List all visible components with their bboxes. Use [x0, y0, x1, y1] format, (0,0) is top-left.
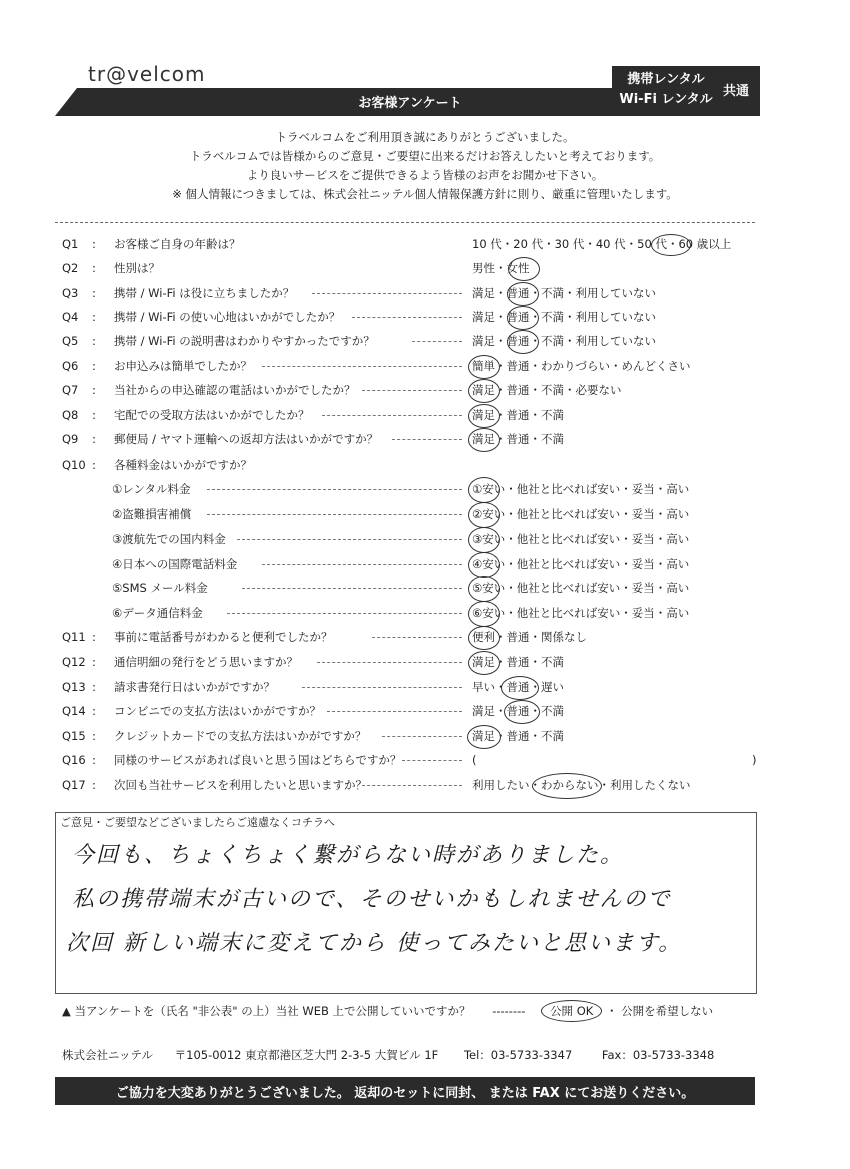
question-row-q8 — [62, 403, 762, 427]
sub-question-text: ⑤SMS メール料金 — [112, 581, 208, 595]
country-close-paren: ) — [752, 753, 757, 767]
leader-dashes — [262, 366, 462, 367]
leader-dashes — [362, 390, 462, 391]
question-text: 事前に電話番号がわかると便利でしたか？ — [114, 630, 333, 644]
question-text: 各種料金はいかがですか？ — [114, 458, 252, 472]
question-text: 請求書発行日はいかがですか？ — [114, 680, 275, 694]
divider — [55, 222, 755, 223]
leader-dashes — [382, 736, 462, 737]
question-text: 同様のサービスがあれば良いと思う国はどちらですか？ — [114, 753, 402, 767]
leader-dashes — [327, 711, 462, 712]
question-row-q10-2 — [62, 502, 762, 526]
question-text: 携帯 / Wi-Fi は役に立ちましたか？ — [114, 286, 295, 300]
logo: tr@velcom — [88, 62, 206, 86]
leader-dashes — [322, 415, 462, 416]
question-row-q1 — [62, 232, 762, 256]
company-info — [62, 1047, 714, 1063]
leader-dashes — [362, 785, 462, 786]
intro-line-3: より良いサービスをご提供できるよう皆様のお声をお聞かせ下さい。 — [246, 168, 604, 182]
colon: : — [92, 458, 96, 472]
answer-options[interactable]: ②安い・他社と比べれば安い・妥当・高い — [472, 507, 690, 521]
question-number: Q1 — [62, 237, 79, 251]
leader-dashes — [207, 514, 462, 515]
question-text: 次回も当社サービスを利用したいと思いますか？ — [114, 778, 367, 792]
question-row-q13 — [62, 675, 762, 699]
option-separator: ・ — [605, 1004, 618, 1018]
colon: : — [92, 359, 96, 373]
question-number: Q11 — [62, 630, 86, 644]
leader-dashes — [352, 317, 462, 318]
question-row-q10-5 — [62, 576, 762, 600]
leader-dashes — [262, 564, 462, 565]
question-number: Q13 — [62, 680, 86, 694]
answer-options[interactable]: 満足・普通・不満・利用していない — [472, 286, 656, 300]
colon: : — [92, 704, 96, 718]
leader-dashes — [207, 489, 462, 490]
question-text: 郵便局 / ヤマト運輸への返却方法はいかがですか？ — [114, 432, 379, 446]
question-text: 当社からの申込確認の電話はいかがでしたか？ — [114, 383, 356, 397]
question-number: Q17 — [62, 778, 86, 792]
colon: : — [92, 286, 96, 300]
question-number: Q5 — [62, 334, 79, 348]
question-number: Q6 — [62, 359, 79, 373]
handwritten-comment-line-3: 次回 新しい端末に変えてから 使ってみたいと思います。 — [66, 931, 683, 956]
colon: : — [92, 334, 96, 348]
intro-privacy-note: ※ 個人情報につきましては、株式会社ニッテル個人情報保護方針に則り、厳重に管理いたします。 — [172, 187, 678, 201]
publish-permission-row — [62, 1000, 713, 1022]
answer-options[interactable]: 10 代・20 代・30 代・40 代・50 代・60 歳以上 — [472, 237, 732, 251]
question-row-q9 — [62, 427, 762, 451]
handwritten-comment-line-1: 今回も、ちょくちょく繋がらない時がありました。 — [72, 843, 625, 868]
colon: : — [92, 655, 96, 669]
answer-options[interactable]: 満足・普通・不満 — [472, 408, 564, 422]
answer-options[interactable]: ⑤安い・他社と比べれば安い・妥当・高い — [472, 581, 690, 595]
question-text: クレジットカードでの支払方法はいかがですか？ — [114, 729, 367, 743]
question-row-q15 — [62, 724, 762, 748]
answer-options[interactable]: 利用したい・わからない・利用したくない — [472, 778, 691, 792]
company-tel: Tel：03-5733-3347 — [463, 1048, 573, 1062]
answer-options[interactable]: 満足・普通・不満 — [472, 432, 564, 446]
question-number: Q12 — [62, 655, 86, 669]
company-fax: Fax：03-5733-3348 — [601, 1048, 715, 1062]
question-row-q12 — [62, 650, 762, 674]
question-text: 性別は？ — [114, 261, 160, 275]
sub-question-text: ⑥データ通信料金 — [112, 606, 203, 620]
question-row-q10-4 — [62, 552, 762, 576]
answer-options[interactable]: 満足・普通・不満・必要ない — [472, 383, 622, 397]
colon: : — [92, 237, 96, 251]
leader-dashes — [302, 687, 462, 688]
comment-label: ご意見・ご要望などございましたらご遠慮なくコチラへ — [60, 816, 335, 829]
question-number: Q7 — [62, 383, 79, 397]
leader-dashes — [317, 662, 462, 663]
leader-dashes — [402, 760, 462, 761]
leader-dashes — [242, 588, 462, 589]
answer-options[interactable]: 男性・女性 — [472, 261, 530, 275]
publish-ok-option[interactable]: 公開 OK — [541, 1000, 602, 1022]
sub-question-text: ②盗難損害補償 — [112, 507, 192, 521]
question-text: 通信明細の発行をどう思いますか？ — [114, 655, 298, 669]
leader-dashes — [227, 613, 462, 614]
question-number: Q9 — [62, 432, 79, 446]
intro-line-2: トラベルコムでは皆様からのご意見・ご要望に出来るだけお答えしたいと考えております。 — [189, 149, 661, 163]
answer-options[interactable]: ③安い・他社と比べれば安い・妥当・高い — [472, 532, 690, 546]
survey-title: お客様アンケート — [358, 96, 462, 111]
question-number: Q14 — [62, 704, 86, 718]
question-number: Q2 — [62, 261, 79, 275]
question-row-q10-6 — [62, 601, 762, 625]
handwritten-comment-line-2: 私の携帯端末が古いので、そのせいかもしれませんので — [72, 887, 672, 912]
question-text: 携帯 / Wi-Fi の説明書はわかりやすかったですか？ — [114, 334, 375, 348]
question-text: 携帯 / Wi-Fi の使い心地はいかがでしたか？ — [114, 310, 341, 324]
sub-question-text: ①レンタル料金 — [112, 482, 191, 496]
country-answer-field[interactable] — [482, 748, 752, 768]
leader-dashes — [392, 439, 462, 440]
question-number: Q16 — [62, 753, 86, 767]
tag-wifi-rental: Wi-Fi レンタル — [619, 92, 713, 107]
question-number: Q8 — [62, 408, 79, 422]
question-row-q4 — [62, 305, 762, 329]
colon: : — [92, 680, 96, 694]
question-row-q10-3 — [62, 527, 762, 551]
answer-options[interactable]: 満足・普通・不満 — [472, 729, 564, 743]
leader-dashes — [412, 341, 462, 342]
answer-options[interactable]: 満足・普通・不満 — [472, 704, 564, 718]
question-text: お客様ご自身の年齢は？ — [114, 237, 241, 251]
question-number: Q4 — [62, 310, 79, 324]
tag-common: 共通 — [722, 84, 749, 99]
question-row-q10-1 — [62, 477, 762, 501]
question-text: お申込みは簡単でしたか？ — [114, 359, 252, 373]
footer-thanks: ご協力を大変ありがとうございました。 返却のセットに同封、 または FAX にてお送りください。 — [115, 1086, 695, 1101]
question-number: Q3 — [62, 286, 79, 300]
question-row-q3 — [62, 281, 762, 305]
answer-options[interactable]: 早い・普通・遅い — [472, 680, 564, 694]
company-name: 株式会社ニッテル — [62, 1048, 153, 1062]
colon: : — [92, 729, 96, 743]
tag-mobile-rental: 携帯レンタル — [627, 72, 705, 87]
leader-dashes — [237, 539, 462, 540]
question-text: 宅配での受取方法はいかがでしたか？ — [114, 408, 310, 422]
answer-options[interactable]: ⑥安い・他社と比べれば安い・妥当・高い — [472, 606, 690, 620]
colon: : — [92, 630, 96, 644]
colon: : — [92, 753, 96, 767]
question-text: コンビニでの支払方法はいかがですか？ — [114, 704, 321, 718]
publish-question: ▲ 当アンケートを（氏名 "非公表" の上）当社 WEB 上で公開していいですか？ — [62, 1004, 471, 1018]
colon: : — [92, 383, 96, 397]
publish-decline-option[interactable]: 公開を希望しない — [621, 1004, 714, 1018]
question-number: Q15 — [62, 729, 86, 743]
answer-options[interactable]: ①安い・他社と比べれば安い・妥当・高い — [472, 482, 690, 496]
answer-options[interactable]: 満足・普通・不満 — [472, 655, 564, 669]
colon: : — [92, 261, 96, 275]
question-number: Q10 — [62, 458, 86, 472]
leader-dashes — [312, 293, 462, 294]
question-row-q7 — [62, 378, 762, 402]
country-open-paren: ( — [472, 753, 477, 767]
answer-options[interactable]: 満足・普通・不満・利用していない — [472, 334, 656, 348]
question-row-q16 — [62, 748, 762, 772]
company-address: 〒105-0012 東京都港区芝大門 2-3-5 大賀ビル 1F — [174, 1048, 439, 1062]
question-row-q6 — [62, 354, 762, 378]
question-row-q5 — [62, 329, 762, 353]
question-row-q11 — [62, 625, 762, 649]
question-row-q2 — [62, 256, 762, 280]
intro-line-1: トラベルコムをご利用頂き誠にありがとうございました。 — [275, 130, 575, 144]
sub-question-text: ④日本への国際電話料金 — [112, 557, 238, 571]
question-row-q14 — [62, 699, 762, 723]
colon: : — [92, 408, 96, 422]
colon: : — [92, 432, 96, 446]
question-row-q17 — [62, 773, 762, 797]
answer-options[interactable]: ④安い・他社と比べれば安い・妥当・高い — [472, 557, 690, 571]
leader-dashes: -------- — [492, 1004, 526, 1018]
answer-options[interactable]: 簡単・普通・わかりづらい・めんどくさい — [472, 359, 691, 373]
sub-question-text: ③渡航先での国内料金 — [112, 532, 226, 546]
answer-options[interactable]: 満足・普通・不満・利用していない — [472, 310, 656, 324]
colon: : — [92, 310, 96, 324]
question-row-q10 — [62, 453, 762, 477]
leader-dashes — [372, 637, 462, 638]
answer-options[interactable]: 便利・普通・関係なし — [472, 630, 587, 644]
colon: : — [92, 778, 96, 792]
